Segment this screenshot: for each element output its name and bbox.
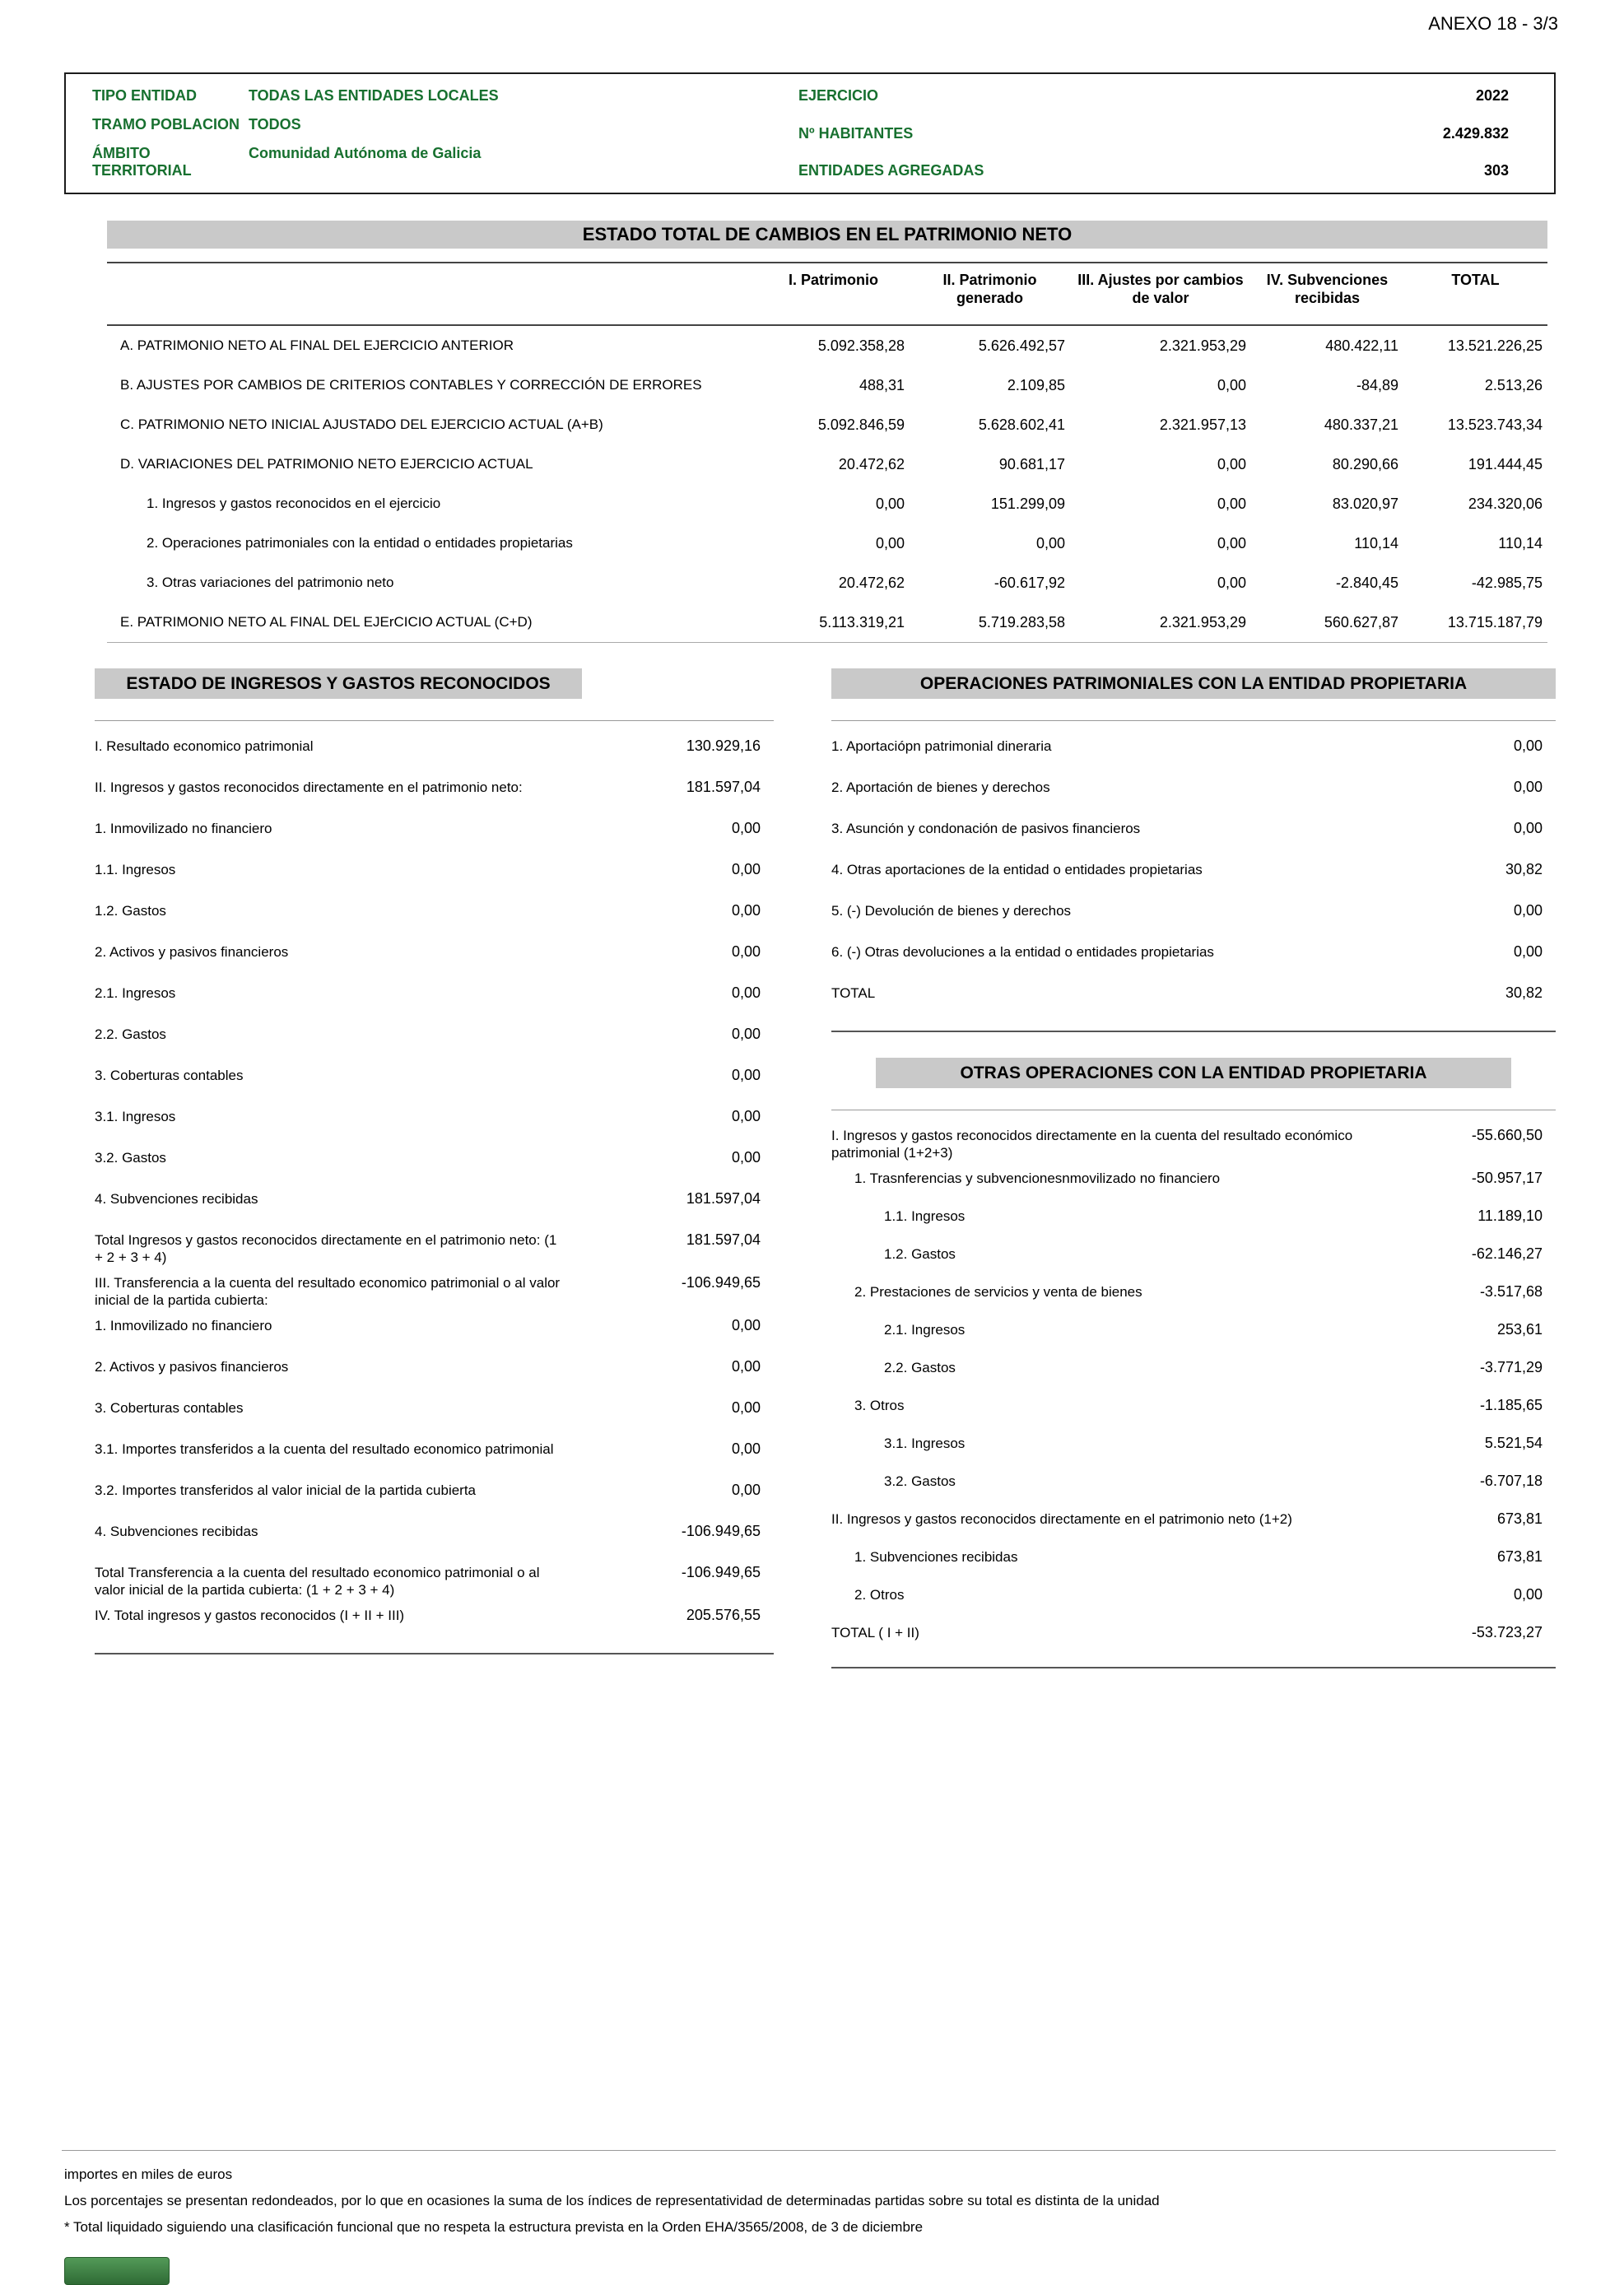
line-item <box>95 1432 774 1473</box>
table-row <box>107 405 1547 444</box>
line-item-label: III. Transferencia a la cuenta del resultado economico patrimonial o al valor inicial de la partida cubierta: <box>95 1275 561 1308</box>
cell-value: 151.299,09 <box>990 495 1065 512</box>
section-end-rule <box>95 1653 774 1654</box>
header-fields-left <box>66 74 798 193</box>
line-item <box>831 1199 1556 1237</box>
header-field <box>798 162 1509 179</box>
line-item-value: 30,82 <box>1505 861 1543 877</box>
cell-value: 90.681,17 <box>998 455 1065 472</box>
line-item-label: 2. Otros <box>854 1587 905 1603</box>
line-item-value: -6.707,18 <box>1479 1473 1543 1489</box>
table-row <box>107 444 1547 484</box>
section-end-rule <box>831 1031 1556 1032</box>
line-item-value: 0,00 <box>731 1440 761 1457</box>
line-item <box>831 1578 1556 1616</box>
line-item-label: 5. (-) Devolución de bienes y derechos <box>831 903 1072 919</box>
line-item <box>95 1515 774 1556</box>
cell-value: 234.320,06 <box>1468 495 1543 512</box>
header-field-label: ÁMBITO TERRITORIAL <box>92 145 192 179</box>
line-item-value: -3.517,68 <box>1479 1283 1543 1300</box>
line-item <box>831 1464 1556 1502</box>
line-item-value: -106.949,65 <box>681 1523 761 1539</box>
report-header-box <box>64 72 1556 194</box>
line-item-value: 253,61 <box>1496 1321 1543 1338</box>
cell-value: 2.321.953,29 <box>1159 337 1246 354</box>
line-item-label: TOTAL ( I + II) <box>831 1625 919 1640</box>
line-item <box>831 1161 1556 1199</box>
line-item-label: 1. Subvenciones recibidas <box>854 1549 1018 1565</box>
row-label: B. AJUSTES POR CAMBIOS DE CRITERIOS CONTABLES Y CORRECCIÓN DE ERRORES <box>120 377 702 393</box>
cell-value: 0,00 <box>875 495 905 512</box>
line-item <box>95 1059 774 1100</box>
line-item-value: 0,00 <box>1513 820 1543 836</box>
line-item-label: II. Ingresos y gastos reconocidos directamente en el patrimonio neto (1+2) <box>831 1511 1292 1527</box>
line-item-value: 0,00 <box>1513 902 1543 919</box>
section-ingresos-gastos <box>95 668 774 1654</box>
line-item-label: 1.2. Gastos <box>884 1246 956 1262</box>
line-item <box>95 935 774 976</box>
line-item-value: 0,00 <box>731 1067 761 1083</box>
line-item-label: 3.1. Ingresos <box>95 1109 176 1124</box>
cell-value: 2.109,85 <box>1007 376 1065 393</box>
line-item-value: 205.576,55 <box>686 1607 761 1623</box>
section-otras-operaciones <box>831 1058 1556 1668</box>
footnote-rounding: Los porcentajes se presentan redondeados, por lo que en ocasiones la suma de los índices de representatividad de determinadas partidas sobre su total es distinta de la unidad <box>64 2193 1160 2208</box>
line-item-value: -3.771,29 <box>1479 1359 1543 1375</box>
line-item <box>95 894 774 935</box>
line-item-value: -50.957,17 <box>1471 1170 1543 1186</box>
section-operaciones-patrimoniales <box>831 668 1556 1032</box>
line-item-label: 3.1. Ingresos <box>884 1436 966 1451</box>
line-item <box>95 1141 774 1182</box>
line-item-label: 4. Otras aportaciones de la entidad o entidades propietarias <box>831 862 1203 877</box>
cell-value: 480.422,11 <box>1325 337 1398 354</box>
line-item-value: 130.929,16 <box>686 738 761 754</box>
line-item <box>95 1473 774 1515</box>
header-field <box>798 125 1509 142</box>
cell-value: 13.523.743,34 <box>1447 416 1543 433</box>
header-field-label: EJERCICIO <box>798 87 879 104</box>
line-item-label: 4. Subvenciones recibidas <box>95 1191 258 1207</box>
line-item <box>831 935 1556 976</box>
row-label: 3. Otras variaciones del patrimonio neto <box>147 575 394 590</box>
section-title: ESTADO DE INGRESOS Y GASTOS RECONOCIDOS <box>95 668 582 699</box>
header-field-label: TIPO ENTIDAD <box>92 87 198 104</box>
line-item-value: 0,00 <box>731 861 761 877</box>
cell-value: 488,31 <box>859 376 905 393</box>
cell-value: 2.513,26 <box>1484 376 1543 393</box>
line-item-label: 1. Trasnferencias y subvencionesnmovilizado no financiero <box>854 1170 1221 1186</box>
cell-value: 5.719.283,58 <box>978 613 1065 631</box>
line-item <box>831 1275 1556 1313</box>
cell-value: 110,14 <box>1354 534 1398 551</box>
header-field-value: 303 <box>1483 162 1509 179</box>
line-item <box>831 1313 1556 1351</box>
cell-value: 480.337,21 <box>1324 416 1398 433</box>
line-item-value: 673,81 <box>1496 1548 1543 1565</box>
line-item-value: 0,00 <box>731 984 761 1001</box>
cell-value: 5.092.846,59 <box>817 416 905 433</box>
line-item-label: IV. Total ingresos y gastos reconocidos (I + II + III) <box>95 1608 405 1623</box>
line-item-label: 3.2. Gastos <box>95 1150 166 1166</box>
header-field-label: TRAMO POBLACION <box>92 116 240 133</box>
cell-value: -60.617,92 <box>993 574 1065 591</box>
line-item-value: 0,00 <box>731 1026 761 1042</box>
cell-value: -2.840,45 <box>1335 574 1398 591</box>
line-item <box>95 1182 774 1223</box>
line-item-value: -1.185,65 <box>1479 1397 1543 1413</box>
line-item <box>95 976 774 1017</box>
footnote-units: importes en miles de euros <box>64 2166 233 2182</box>
cell-value: 110,14 <box>1498 534 1543 551</box>
section-title: OPERACIONES PATRIMONIALES CON LA ENTIDAD PROPIETARIA <box>831 668 1556 699</box>
line-item-value: 181.597,04 <box>686 1231 761 1248</box>
cell-value: 0,00 <box>875 534 905 551</box>
line-item-label: 2.2. Gastos <box>884 1360 956 1375</box>
table-row <box>107 524 1547 563</box>
line-item <box>95 1391 774 1432</box>
cell-value: 5.092.358,28 <box>817 337 905 354</box>
line-item <box>95 1223 774 1266</box>
line-item-label: 2. Activos y pasivos financieros <box>95 944 289 960</box>
line-item-value: -106.949,65 <box>681 1274 761 1291</box>
line-item-value: -55.660,50 <box>1471 1127 1543 1143</box>
line-item-value: 0,00 <box>731 1317 761 1333</box>
line-item-label: 2. Aportación de bienes y derechos <box>831 780 1050 795</box>
line-item-label: 3. Asunción y condonación de pasivos financieros <box>831 821 1141 836</box>
cell-value: 5.628.602,41 <box>978 416 1065 433</box>
cell-value: 0,00 <box>1217 376 1246 393</box>
line-item-label: 2. Prestaciones de servicios y venta de bienes <box>854 1284 1142 1300</box>
header-field-value: TODOS <box>249 116 301 133</box>
line-item-value: -106.949,65 <box>681 1564 761 1580</box>
line-item-label: I. Ingresos y gastos reconocidos directamente en la cuenta del resultado económico patrimonial (1+2+3) <box>831 1128 1353 1161</box>
header-field-label: Nº HABITANTES <box>798 124 914 142</box>
cell-value: 5.113.319,21 <box>819 613 905 631</box>
line-item-label: 1. Inmovilizado no financiero <box>95 821 272 836</box>
line-item-label: 4. Subvenciones recibidas <box>95 1524 258 1539</box>
cell-value: 13.715.187,79 <box>1447 613 1543 631</box>
annex-label: ANEXO 18 - 3/3 <box>1428 13 1558 34</box>
line-item-value: 5.521,54 <box>1484 1435 1543 1451</box>
header-field-label: ENTIDADES AGREGADAS <box>798 162 984 179</box>
cell-value: 0,00 <box>1035 534 1065 551</box>
cell-value: 20.472,62 <box>838 455 905 472</box>
line-item-value: 0,00 <box>731 1482 761 1498</box>
table-row <box>107 603 1547 642</box>
line-item <box>831 976 1556 1017</box>
cell-value: 2.321.953,29 <box>1159 613 1246 631</box>
line-item-label: 1.1. Ingresos <box>884 1208 966 1224</box>
line-item <box>95 1266 774 1309</box>
line-item-label: 3.1. Importes transferidos a la cuenta del resultado economico patrimonial <box>95 1441 554 1457</box>
line-item-label: 2.2. Gastos <box>95 1026 166 1042</box>
row-label: 2. Operaciones patrimoniales con la entidad o entidades propietarias <box>147 535 573 551</box>
line-item <box>831 1237 1556 1275</box>
cell-value: 0,00 <box>1217 455 1246 472</box>
table-row <box>107 563 1547 603</box>
header-field-value: 2022 <box>1475 87 1509 104</box>
line-item <box>831 1502 1556 1540</box>
section-items <box>831 721 1556 1017</box>
line-item-label: TOTAL <box>831 985 876 1001</box>
line-item-label: Total Ingresos y gastos reconocidos directamente en el patrimonio neto: (1 + 2 + 3 + 4) <box>95 1232 557 1265</box>
footer-divider <box>62 2150 1556 2151</box>
line-item <box>831 812 1556 853</box>
section-title: OTRAS OPERACIONES CON LA ENTIDAD PROPIETARIA <box>876 1058 1511 1088</box>
line-item <box>831 1540 1556 1578</box>
patrimonio-table-body <box>107 326 1547 643</box>
line-item <box>95 1599 774 1640</box>
line-item-value: 0,00 <box>731 820 761 836</box>
line-item-label: 1. Inmovilizado no financiero <box>95 1318 272 1333</box>
header-field-value: 2.429.832 <box>1442 124 1509 142</box>
line-item <box>95 1350 774 1391</box>
line-item-label: Total Transferencia a la cuenta del resultado economico patrimonial o al valor inicial de la partida cubierta: (1 + 2 + 3 + 4) <box>95 1565 540 1598</box>
column-header: TOTAL <box>1451 272 1500 288</box>
line-item-label: 2.1. Ingresos <box>95 985 176 1001</box>
line-item-value: 0,00 <box>1513 779 1543 795</box>
line-item <box>831 1389 1556 1426</box>
row-label: D. VARIACIONES DEL PATRIMONIO NETO EJERCICIO ACTUAL <box>120 456 533 472</box>
line-item <box>831 729 1556 770</box>
line-item <box>95 812 774 853</box>
table-row <box>107 484 1547 524</box>
line-item-label: 3. Coberturas contables <box>95 1068 244 1083</box>
line-item <box>95 729 774 770</box>
footnote-classification: * Total liquidado siguiendo una clasificación funcional que no respeta la estructura prevista en la Orden EHA/3565/2008, de 3 de diciembre <box>64 2219 924 2235</box>
line-item-label: 1.1. Ingresos <box>95 862 176 877</box>
line-item-value: 0,00 <box>1513 738 1543 754</box>
cell-value: 0,00 <box>1217 495 1246 512</box>
patrimonio-neto-table <box>107 221 1547 643</box>
line-item <box>831 1351 1556 1389</box>
line-item <box>95 1556 774 1599</box>
header-field <box>92 116 798 133</box>
line-item-value: 0,00 <box>1513 943 1543 960</box>
line-item-label: II. Ingresos y gastos reconocidos directamente en el patrimonio neto: <box>95 780 523 795</box>
line-item-value: 0,00 <box>731 1149 761 1166</box>
cell-value: 83.020,97 <box>1332 495 1398 512</box>
line-item <box>95 853 774 894</box>
line-item-value: 0,00 <box>1513 1586 1543 1603</box>
bottom-green-bar <box>64 2257 170 2285</box>
line-item <box>95 1017 774 1059</box>
line-item-value: 0,00 <box>731 902 761 919</box>
table-row <box>107 365 1547 405</box>
line-item-value: 0,00 <box>731 1108 761 1124</box>
cell-value: 5.626.492,57 <box>978 337 1065 354</box>
line-item-label: 3.2. Importes transferidos al valor inicial de la partida cubierta <box>95 1482 477 1498</box>
line-item-value: 0,00 <box>731 1358 761 1375</box>
cell-value: 0,00 <box>1217 574 1246 591</box>
line-item-label: 1. Aportaciópn patrimonial dineraria <box>831 738 1052 754</box>
line-item-label: 3. Otros <box>854 1398 905 1413</box>
line-item <box>95 770 774 812</box>
line-item <box>831 770 1556 812</box>
cell-value: 2.321.957,13 <box>1159 416 1246 433</box>
line-item-label: 2. Activos y pasivos financieros <box>95 1359 289 1375</box>
cell-value: 0,00 <box>1217 534 1246 551</box>
header-fields-right <box>798 74 1554 193</box>
line-item-label: 3. Coberturas contables <box>95 1400 244 1416</box>
cell-value: 80.290,66 <box>1332 455 1398 472</box>
cell-value: -84,89 <box>1356 376 1398 393</box>
cell-value: -42.985,75 <box>1471 574 1543 591</box>
line-item-value: 181.597,04 <box>686 779 761 795</box>
row-label: A. PATRIMONIO NETO AL FINAL DEL EJERCICIO ANTERIOR <box>120 337 514 353</box>
line-item <box>831 853 1556 894</box>
line-item-label: 2.1. Ingresos <box>884 1322 966 1338</box>
line-item-label: 6. (-) Otras devoluciones a la entidad o entidades propietarias <box>831 944 1214 960</box>
line-item-value: -53.723,27 <box>1471 1624 1543 1640</box>
cell-value: 560.627,87 <box>1324 613 1398 631</box>
line-item <box>95 1309 774 1350</box>
line-item <box>831 1616 1556 1654</box>
section-items <box>831 1110 1556 1654</box>
column-header: IV. Subvenciones recibidas <box>1266 272 1389 306</box>
patrimonio-table-title: ESTADO TOTAL DE CAMBIOS EN EL PATRIMONIO NETO <box>107 221 1547 249</box>
header-field <box>92 145 798 179</box>
column-header: II. Patrimonio generado <box>942 272 1037 306</box>
cell-value: 191.444,45 <box>1468 455 1543 472</box>
line-item <box>831 1426 1556 1464</box>
header-field-value: Comunidad Autónoma de Galicia <box>249 145 482 161</box>
header-field <box>798 87 1509 105</box>
row-label: E. PATRIMONIO NETO AL FINAL DEL EJErCICIO ACTUAL (C+D) <box>120 614 533 630</box>
patrimonio-table-header <box>107 262 1547 326</box>
line-item-label: 3.2. Gastos <box>884 1473 956 1489</box>
line-item-value: 30,82 <box>1505 984 1543 1001</box>
line-item-label: I. Resultado economico patrimonial <box>95 738 314 754</box>
line-item-value: -62.146,27 <box>1471 1245 1543 1262</box>
line-item <box>831 894 1556 935</box>
line-item-value: 0,00 <box>731 1399 761 1416</box>
line-item-value: 181.597,04 <box>686 1190 761 1207</box>
line-item <box>831 1119 1556 1161</box>
section-end-rule <box>831 1667 1556 1668</box>
section-items <box>95 721 774 1640</box>
cell-value: 20.472,62 <box>838 574 905 591</box>
column-header: III. Ajustes por cambios de valor <box>1077 272 1244 306</box>
line-item-value: 673,81 <box>1496 1510 1543 1527</box>
line-item-value: 0,00 <box>731 943 761 960</box>
line-item-label: 1.2. Gastos <box>95 903 166 919</box>
row-label: C. PATRIMONIO NETO INICIAL AJUSTADO DEL EJERCICIO ACTUAL (A+B) <box>120 417 603 432</box>
header-field <box>92 87 798 105</box>
row-label: 1. Ingresos y gastos reconocidos en el ejercicio <box>147 496 441 511</box>
table-row <box>107 326 1547 365</box>
header-field-value: TODAS LAS ENTIDADES LOCALES <box>249 87 499 104</box>
cell-value: 13.521.226,25 <box>1447 337 1543 354</box>
line-item <box>95 1100 774 1141</box>
line-item-value: 11.189,10 <box>1477 1208 1543 1224</box>
column-header: I. Patrimonio <box>788 272 878 288</box>
